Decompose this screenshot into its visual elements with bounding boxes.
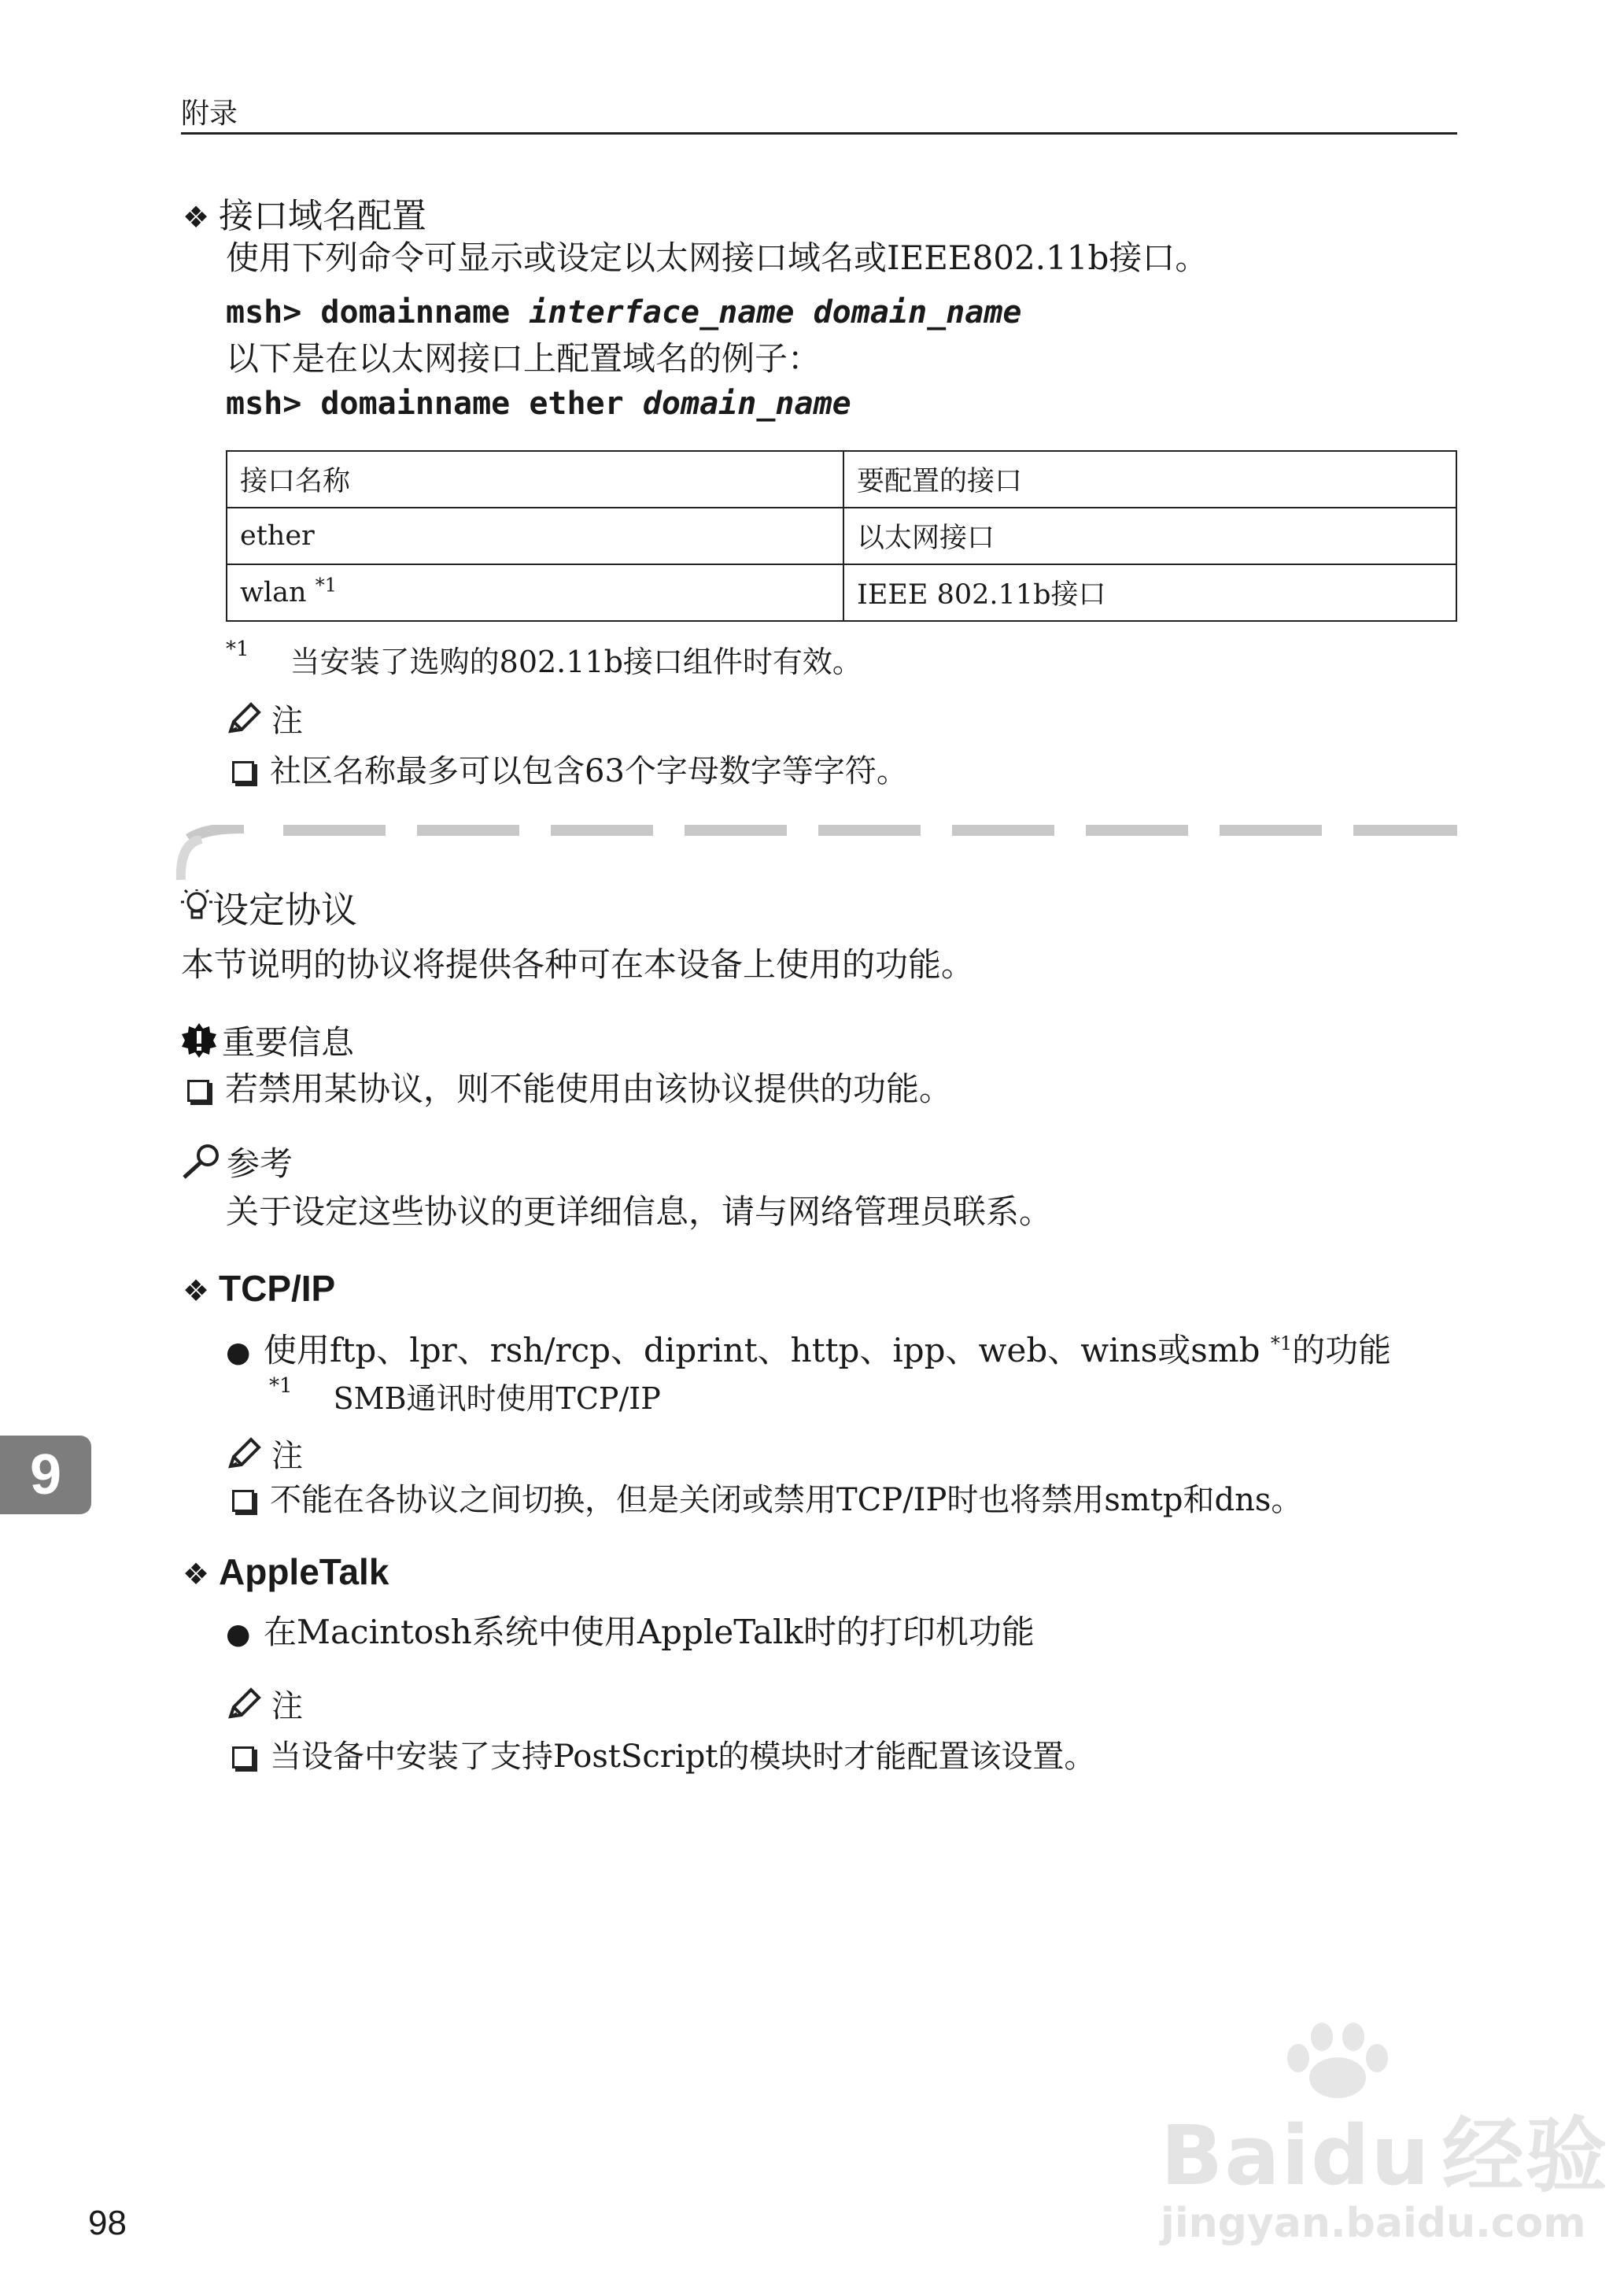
diamond-bullet-icon: ❖ — [183, 1273, 210, 1308]
table-row — [227, 508, 1456, 564]
section-divider — [181, 825, 1457, 841]
note-text: 社区名称最多可以包含63个字母数字等字符。 — [270, 753, 908, 789]
footnote — [226, 638, 862, 681]
table-row — [227, 564, 1456, 621]
footnote-mark: *1 — [269, 1374, 293, 1398]
footnote-mark: *1 — [1270, 1332, 1293, 1354]
tcpip-footnote — [269, 1374, 661, 1417]
cmd-prefix: msh> domainname — [226, 294, 511, 331]
table-header-row — [227, 451, 1456, 508]
table-cell: 以太网接口 — [843, 508, 1456, 564]
note-label: 注 — [271, 703, 303, 739]
table-header-cell: 要配置的接口 — [843, 451, 1456, 508]
watermark-logo-text — [1161, 2090, 1609, 2208]
table-cell — [227, 564, 843, 621]
watermark-bai: Bai — [1161, 2108, 1312, 2204]
footnote-mark: *1 — [315, 574, 337, 597]
lightbulb-icon — [181, 889, 212, 926]
running-header: 附录 — [181, 98, 238, 130]
example-intro: 以下是在以太网接口上配置域名的例子： — [226, 339, 821, 378]
exclamation-badge-icon — [181, 1022, 217, 1059]
pencil-note-icon — [226, 700, 264, 737]
footnote-text: SMB通讯时使用TCP/IP — [333, 1381, 661, 1416]
cell-text: wlan — [240, 577, 307, 608]
pencil-note-icon — [226, 1435, 264, 1473]
section-heading-protocol — [181, 881, 357, 933]
heading-text: AppleTalk — [219, 1551, 389, 1592]
cmd-arg-interface-name: interface_name — [529, 294, 795, 331]
reference-text: 关于设定这些协议的更详细信息，请与网络管理员联系。 — [226, 1192, 1053, 1231]
header-rule — [181, 132, 1457, 135]
diamond-bullet-icon: ❖ — [183, 1557, 210, 1591]
reference-label: 参考 — [227, 1144, 293, 1183]
important-heading — [181, 1017, 354, 1064]
reference-heading — [181, 1138, 293, 1185]
checkbox-bullet-icon — [232, 1490, 254, 1512]
protocol-intro: 本节说明的协议将提供各种可在本设备上使用的功能。 — [181, 945, 975, 984]
note-label: 注 — [271, 1438, 303, 1474]
magnifier-icon — [181, 1143, 222, 1181]
table-cell: ether — [227, 508, 843, 564]
bullet-text-after: 的功能 — [1292, 1331, 1392, 1369]
table-header-cell: 接口名称 — [227, 451, 843, 508]
note-item — [232, 1478, 1302, 1522]
bullet-text: 在Macintosh系统中使用AppleTalk时的打印机功能 — [264, 1613, 1035, 1651]
note-heading — [226, 1681, 303, 1726]
bullet-dot-icon: ● — [226, 1336, 251, 1369]
note-heading — [226, 696, 303, 741]
heading-text: TCP/IP — [219, 1268, 336, 1309]
cmd-arg-domain-name: domain_name — [813, 294, 1022, 331]
bullet-dot-icon: ● — [226, 1618, 251, 1650]
note-text: 当设备中安装了支持PostScript的模块时才能配置该设置。 — [270, 1739, 1096, 1775]
diamond-bullet-icon: ❖ — [183, 200, 210, 235]
interface-intro: 使用下列命令可显示或设定以太网接口域名或IEEE802.11b接口。 — [226, 238, 1209, 277]
note-text: 不能在各协议之间切换，但是关闭或禁用TCP/IP时也将禁用smtp和dns。 — [270, 1482, 1303, 1518]
interface-table — [226, 450, 1457, 622]
section-heading-interface-domain — [183, 187, 426, 238]
tcpip-bullet — [226, 1329, 1391, 1375]
bullet-text-before: 使用ftp、lpr、rsh/rcp、diprint、http、ipp、web、wins或smb — [264, 1331, 1271, 1369]
command-line-2 — [226, 386, 851, 422]
section-heading-appletalk — [183, 1550, 389, 1593]
section-heading-tcpip — [183, 1267, 335, 1310]
paw-logo-icon — [1267, 2015, 1408, 2101]
footnote-mark: *1 — [226, 638, 249, 661]
page-number: 98 — [88, 2204, 127, 2242]
watermark-du: du — [1311, 2108, 1431, 2204]
important-label: 重要信息 — [222, 1023, 355, 1062]
appletalk-bullet — [226, 1610, 1035, 1657]
cmd-prefix: msh> domainname ether — [226, 386, 624, 422]
heading-text: 接口域名配置 — [219, 196, 426, 236]
cmd-arg-domain-name: domain_name — [642, 386, 851, 422]
note-heading — [226, 1431, 303, 1476]
command-line-1 — [226, 294, 1021, 331]
checkbox-bullet-icon — [187, 1080, 209, 1102]
heading-text: 设定协议 — [212, 889, 357, 931]
note-label: 注 — [271, 1688, 303, 1724]
pencil-note-icon — [226, 1685, 264, 1723]
watermark-url: jingyan.baidu.com — [1161, 2200, 1586, 2247]
checkbox-bullet-icon — [232, 761, 254, 783]
watermark-jingyan: 经验 — [1441, 2108, 1609, 2204]
note-item — [232, 749, 908, 793]
table-cell: IEEE 802.11b接口 — [843, 564, 1456, 621]
checkbox-bullet-icon — [232, 1746, 254, 1768]
note-item — [232, 1735, 1095, 1779]
footnote-text: 当安装了选购的802.11b接口组件时有效。 — [290, 645, 862, 679]
divider-curl — [175, 836, 206, 883]
chapter-tab: 9 — [0, 1436, 91, 1514]
important-text: 若禁用某协议，则不能使用由该协议提供的功能。 — [225, 1070, 953, 1108]
important-item — [187, 1067, 952, 1111]
